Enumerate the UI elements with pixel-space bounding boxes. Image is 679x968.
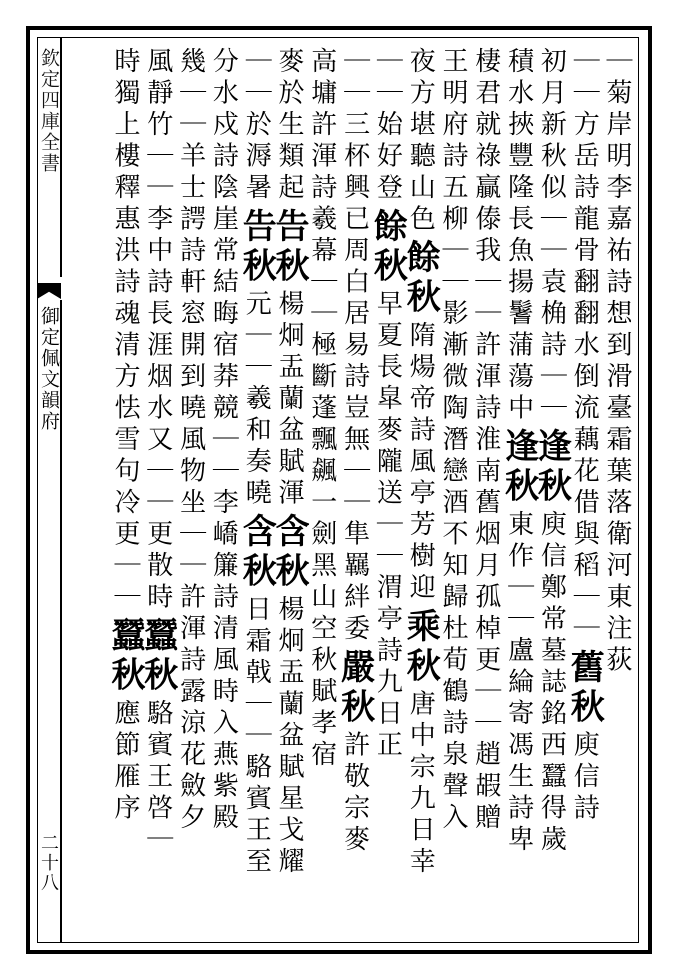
text-run: 風靜竹｜｜李中詩長涯烟水又｜｜更散時 [142,47,173,614]
entry-heading: 告秋 [236,207,277,287]
entry-heading: 餘秋 [367,207,408,287]
text-run: 夜方堪聽山色 [405,47,436,236]
text-column [208,47,239,947]
entry-heading: 蠶秋 [105,617,145,696]
text-run: 麥於生類起 [274,47,304,205]
text-run: 棲君就祿贏傣我｜｜許渾詩淮南舊烟月孤棹更｜｜趙嘏贈 [470,47,501,835]
text-run: 東作｜｜盧綸寄馮生詩卑 [503,510,534,857]
entry-heading: 告秋 [269,207,309,287]
text-run: 高墉許渾詩羲幕｜｜極斷蓬飄飆一劍黑山空秋賦孝宿 [306,47,337,772]
text-run: ｜｜始好登 [372,47,403,205]
entry-heading: 嚴秋 [334,648,375,728]
margin-series-title: 欽定四庫全書 [38,48,60,174]
text-column [105,47,145,947]
text-run: 隋煬帝詩風亭芳樹迎 [405,321,436,605]
text-column [604,47,630,947]
text-run: 日霜戟｜｜駱賓王至 [241,595,272,879]
entry-heading: 逢秋 [531,428,572,507]
margin-book-title: 御定佩文韻府 [38,306,60,432]
text-column [306,47,337,947]
margin-strip-rule [60,37,62,277]
text-run: ｜｜三杯興已周白居易詩豈無｜｜隼羈絆委 [339,47,370,646]
text-column [137,47,178,947]
text-run: 應節雁序 [110,699,140,825]
margin-strip-rule [60,300,62,943]
text-column [564,47,605,947]
text-run: 庾信詩 [569,730,600,825]
text-column [440,47,466,947]
text-run: 楊炯盂蘭盆賦星戈耀 [274,595,304,879]
page-number: 二十八 [38,833,59,893]
text-run: 幾｜｜羊士諤詩軒窓開到曉風物坐｜｜許渾詩露涼花斂夕 [175,47,206,835]
text-column [367,47,408,947]
text-run: 許敬宗麥 [339,730,370,857]
text-run: ｜｜方岳詩龍骨翻翻水倒流藕花借與稻｜｜ [569,47,600,646]
text-column [470,47,501,947]
entry-heading: 逢秋 [498,428,539,507]
text-run: 楊炯盂蘭盆賦渾 [274,289,304,510]
entry-heading: 含秋 [236,513,277,592]
text-run: 初月新秋似｜｜袁桷詩｜｜ [536,47,567,425]
text-column [175,47,206,947]
text-run: 駱賓王啓｜ [142,699,173,857]
text-column [269,47,309,947]
text-run: 分水戍詩陰崖常結晦宿莽競｜｜李嶠簾詩清風時入燕紫殿 [208,47,239,835]
text-run: ｜菊岸明李嘉祐詩想到滑臺霜葉落衛河東注荻 [602,47,632,677]
text-run: 唐中宗九日幸 [405,689,436,879]
text-run: ｜｜於溽暑 [241,47,272,205]
text-run: 庾信鄭常墓誌銘西蠶得歲 [536,510,567,857]
entry-heading: 餘秋 [400,239,441,318]
text-column [498,47,539,947]
text-column [236,47,277,947]
text-column [334,47,375,947]
text-run: 早夏長皐麥隴送｜｜渭亭詩九日正 [372,289,403,762]
text-run: 時獨上樓釋惠洪詩魂清方怯雪句冷更｜｜ [110,47,140,614]
text-column [531,47,572,947]
text-run: 王明府詩五柳｜｜影漸微陶潛戀酒不知歸杜荀鶴詩泉聲入 [438,47,468,835]
text-run: 積水挾豐隆長魚揚鬐蒲蕩中 [503,47,534,425]
entry-heading: 舊秋 [564,648,605,728]
entry-heading: 含秋 [269,513,309,592]
text-run: 元｜｜羲和奏曉 [241,289,272,510]
entry-heading: 乘秋 [400,607,441,687]
entry-heading: 蠶秋 [137,617,178,696]
text-column [400,47,441,947]
